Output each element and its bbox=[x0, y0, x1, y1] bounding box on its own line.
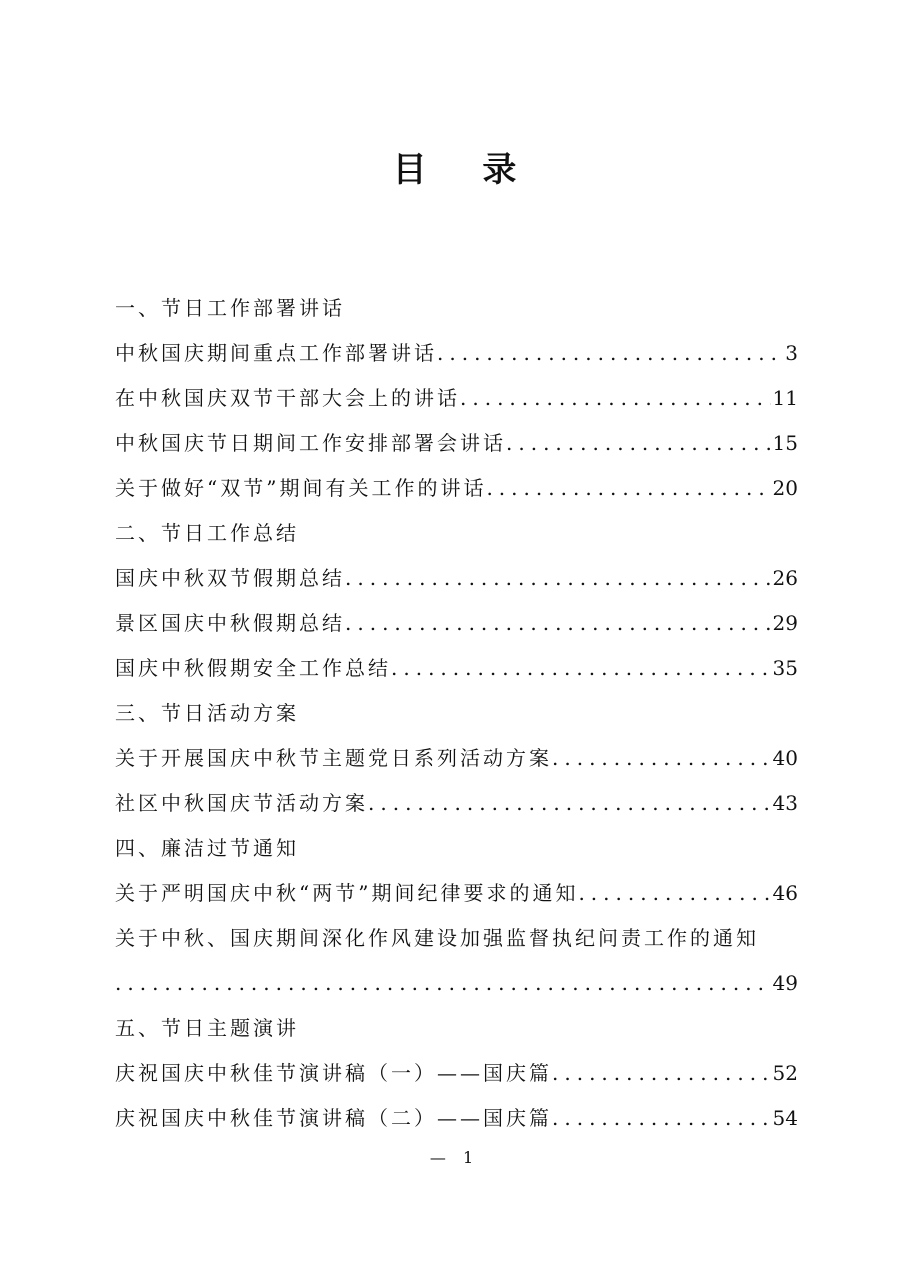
toc-section-heading: 五、节日主题演讲 bbox=[115, 1016, 299, 1040]
dot-leader bbox=[552, 1051, 771, 1096]
toc-entry-title: 关于严明国庆中秋“两节”期间纪律要求的通知 bbox=[115, 881, 579, 905]
toc-list bbox=[115, 286, 798, 1141]
toc-page-number: 40 bbox=[772, 746, 798, 770]
toc-entry[interactable] bbox=[115, 556, 798, 601]
toc-page-number: 43 bbox=[772, 791, 798, 815]
toc-entry[interactable] bbox=[115, 331, 798, 376]
toc-entry-title: 庆祝国庆中秋佳节演讲稿（二）——国庆篇 bbox=[115, 1106, 552, 1130]
toc-page-number: 49 bbox=[772, 971, 798, 995]
dot-leader bbox=[391, 646, 771, 691]
toc-entry[interactable] bbox=[115, 376, 798, 421]
toc-page-number: 3 bbox=[785, 341, 798, 365]
toc-entry-title: 庆祝国庆中秋佳节演讲稿（一）——国庆篇 bbox=[115, 1061, 552, 1085]
toc-entry-title: 国庆中秋双节假期总结 bbox=[115, 566, 345, 590]
dot-leader bbox=[506, 421, 771, 466]
toc-entry-title: 关于做好“双节”期间有关工作的讲话 bbox=[115, 476, 487, 500]
toc-section-heading: 二、节日工作总结 bbox=[115, 521, 299, 545]
dot-leader bbox=[437, 331, 783, 376]
toc-page-number: 15 bbox=[772, 431, 798, 455]
toc-section-heading: 一、节日工作部署讲话 bbox=[115, 296, 345, 320]
toc-entry[interactable] bbox=[115, 871, 798, 916]
dot-leader bbox=[486, 466, 770, 511]
toc-section-heading: 三、节日活动方案 bbox=[115, 701, 299, 725]
toc-page-number: 54 bbox=[772, 1106, 798, 1130]
toc-entry[interactable] bbox=[115, 1096, 798, 1141]
toc-entry[interactable] bbox=[115, 736, 798, 781]
dot-leader bbox=[368, 781, 771, 826]
dot-leader bbox=[115, 961, 771, 1006]
dot-leader bbox=[552, 736, 771, 781]
toc-entry[interactable] bbox=[115, 781, 798, 826]
toc-entry-continuation[interactable] bbox=[115, 961, 798, 1006]
toc-title: 目 录 bbox=[392, 150, 539, 190]
toc-page-number: 20 bbox=[772, 476, 798, 500]
toc-entry-title-wrapped[interactable]: 关于中秋、国庆期间深化作风建设加强监督执纪问责工作的通知 bbox=[115, 926, 759, 950]
toc-entry-title: 景区国庆中秋假期总结 bbox=[115, 611, 345, 635]
dot-leader bbox=[552, 1096, 771, 1141]
page-footer-number: — 1 bbox=[429, 1148, 480, 1167]
toc-entry[interactable] bbox=[115, 646, 798, 691]
toc-entry-title: 中秋国庆期间重点工作部署讲话 bbox=[115, 341, 437, 365]
toc-page-number: 29 bbox=[772, 611, 798, 635]
toc-entry-title: 关于开展国庆中秋节主题党日系列活动方案 bbox=[115, 746, 552, 770]
toc-page-number: 11 bbox=[772, 386, 798, 410]
toc-page-number: 26 bbox=[772, 566, 798, 590]
toc-entry[interactable] bbox=[115, 421, 798, 466]
toc-page-number: 46 bbox=[772, 881, 798, 905]
toc-page-number: 35 bbox=[772, 656, 798, 680]
dot-leader bbox=[578, 871, 770, 916]
toc-entry-title: 中秋国庆节日期间工作安排部署会讲话 bbox=[115, 431, 506, 455]
toc-entry-title: 在中秋国庆双节干部大会上的讲话 bbox=[115, 386, 460, 410]
toc-section-heading: 四、廉洁过节通知 bbox=[115, 836, 299, 860]
toc-entry-title: 社区中秋国庆节活动方案 bbox=[115, 791, 368, 815]
toc-page-number: 52 bbox=[772, 1061, 798, 1085]
dot-leader bbox=[345, 601, 771, 646]
toc-entry[interactable] bbox=[115, 1051, 798, 1096]
toc-entry-title: 国庆中秋假期安全工作总结 bbox=[115, 656, 391, 680]
toc-entry[interactable] bbox=[115, 601, 798, 646]
dot-leader bbox=[345, 556, 771, 601]
toc-entry[interactable] bbox=[115, 466, 798, 511]
dot-leader bbox=[460, 376, 771, 421]
